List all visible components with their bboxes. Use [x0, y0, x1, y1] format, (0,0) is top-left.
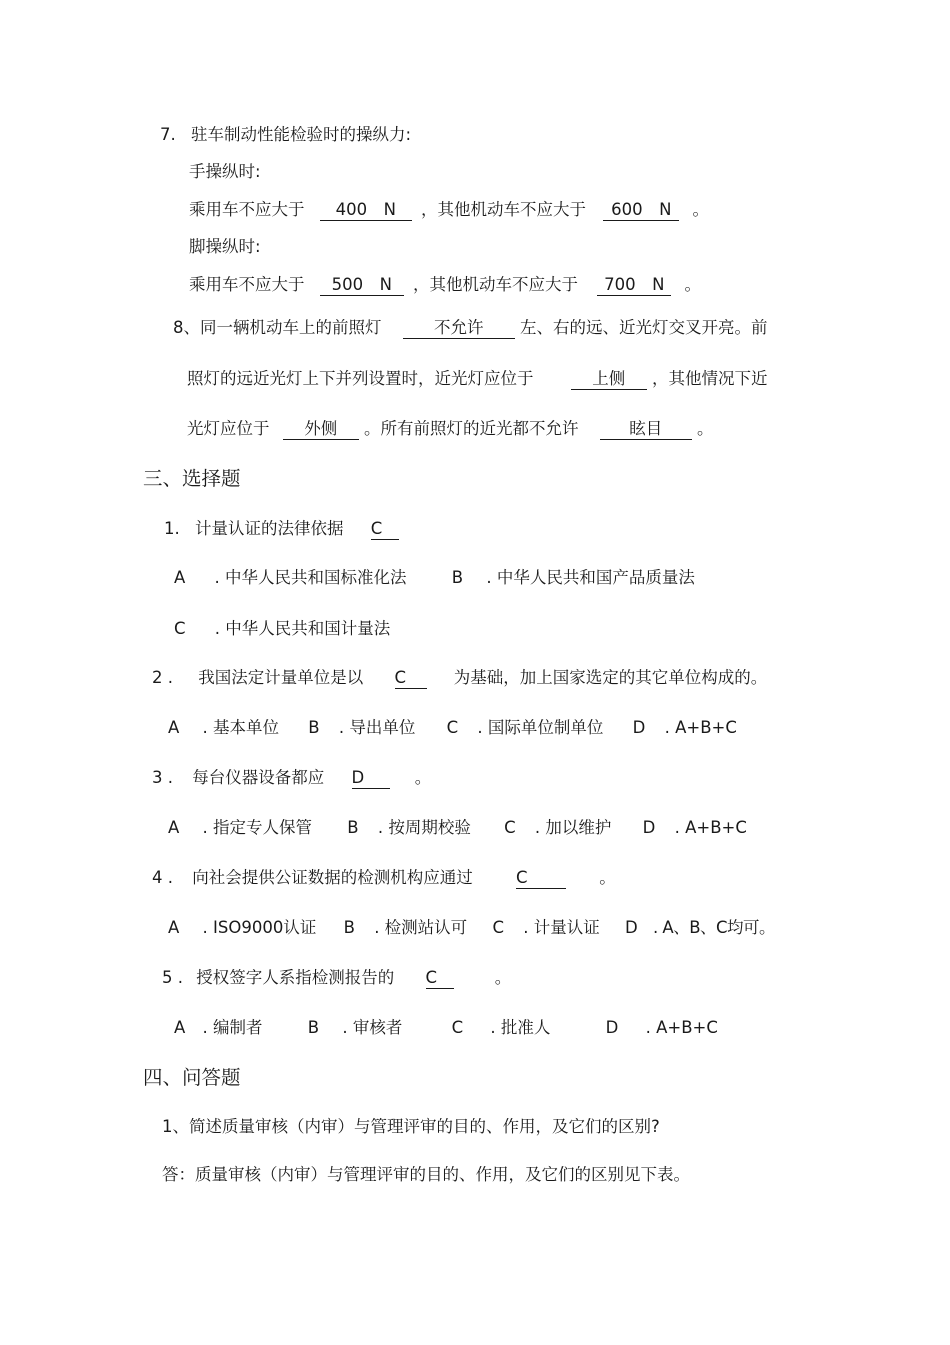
choice-q4-option-d-letter: D: [624, 918, 638, 937]
choice-q4-option-c-letter: C: [492, 918, 504, 937]
choice-q2-answer: C: [395, 668, 427, 689]
choice-q3-text-end: 。: [414, 768, 432, 787]
q7-hand-line: [189, 199, 709, 221]
choice-q5-option-b: . 审核者: [342, 1018, 403, 1037]
choice-q3-option-a: . 指定专人保管: [202, 818, 313, 837]
q8-post-1: 左、右的远、近光灯交叉开亮。前: [520, 318, 768, 337]
choice-q5-stem: [162, 967, 511, 989]
q8-answer-3: 外侧: [283, 419, 359, 440]
choice-q2-option-d-letter: D: [632, 718, 646, 737]
choice-section-heading: 三、选择题: [143, 467, 241, 490]
q7-foot-label: 脚操纵时:: [189, 237, 261, 256]
q8-answer-1: 不允许: [403, 318, 515, 339]
choice-q5-text-end: 。: [494, 968, 512, 987]
choice-q5-option-b-letter: B: [307, 1018, 320, 1037]
q7-foot-line: [189, 274, 701, 296]
choice-q5-option-a: . 编制者: [202, 1018, 263, 1037]
q7-title: [160, 124, 411, 146]
q7-foot-answer-2: 700 N: [597, 275, 671, 296]
choice-q4-options: [168, 917, 775, 939]
choice-q5-option-d: . A+B+C: [645, 1018, 718, 1037]
choice-q2-option-a: . 基本单位: [202, 718, 280, 737]
choice-q3-number: 3 .: [152, 768, 173, 787]
choice-q3-text: 每台仪器设备都应: [192, 768, 325, 787]
choice-q1-option-b-letter: B: [451, 568, 464, 587]
qa-answer-1: 答：质量审核（内审）与管理评审的目的、作用，及它们的区别见下表。: [162, 1165, 690, 1184]
choice-q2-options: [168, 717, 737, 739]
choice-q2-option-a-letter: A: [168, 718, 180, 737]
q7-foot-mid: ，其他机动车不应大于: [413, 275, 578, 294]
choice-q4-option-a: . ISO9000认证: [202, 918, 317, 937]
choice-q2-option-c-letter: C: [446, 718, 459, 737]
choice-q3-options: [168, 817, 747, 839]
q7-hand-pre: 乘用车不应大于: [189, 200, 305, 219]
choice-q2-option-b-letter: B: [308, 718, 320, 737]
q7-foot-end: 。: [684, 275, 701, 294]
q8-line-3: [187, 418, 714, 440]
q7-number: 7.: [160, 125, 176, 144]
choice-q1-option-a-letter: A: [174, 568, 186, 587]
choice-q5-option-a-letter: A: [174, 1018, 186, 1037]
choice-q1-option-a: . 中华人民共和国标准化法: [214, 568, 407, 587]
q7-hand-label: 手操纵时:: [189, 162, 261, 181]
q8-end-3: 。: [697, 419, 714, 438]
choice-q5-options: [174, 1017, 718, 1039]
q8-mid-3: 。所有前照灯的近光都不允许: [364, 419, 579, 438]
choice-q5-option-c: . 批准人: [490, 1018, 551, 1037]
q7-foot-pre: 乘用车不应大于: [189, 275, 305, 294]
q8-post-2: ，其他情况下近: [652, 369, 768, 388]
choice-q2-number: 2 .: [152, 668, 173, 687]
choice-q2-option-b: . 导出单位: [338, 718, 416, 737]
q8-line-2: [187, 368, 768, 390]
choice-q4-option-c: . 计量认证: [523, 918, 600, 937]
choice-q1-stem: [164, 518, 399, 540]
q8-line-1: [173, 317, 768, 339]
choice-q5-number: 5 .: [162, 968, 183, 987]
q8-pre-3: 光灯应位于: [187, 419, 270, 438]
choice-q1-number: 1.: [164, 519, 180, 538]
q7-hand-end: 。: [692, 200, 709, 219]
choice-q3-answer: D: [352, 768, 390, 789]
q8-pre-2: 照灯的远近光灯上下并列设置时，近光灯应位于: [187, 369, 534, 388]
choice-q3-option-d-letter: D: [642, 818, 656, 837]
choice-q3-option-c-letter: C: [504, 818, 516, 837]
choice-q3-option-b-letter: B: [347, 818, 359, 837]
q8-answer-4: 眩目: [600, 419, 692, 440]
qa-section-heading: 四、问答题: [143, 1066, 241, 1089]
qa-question-1: 1、简述质量审核（内审）与管理评审的目的、作用，及它们的区别?: [162, 1117, 660, 1136]
choice-q1-option-c-letter: C: [174, 619, 186, 638]
q8-pre-1: 8、同一辆机动车上的前照灯: [173, 318, 382, 337]
choice-q4-text: 向社会提供公证数据的检测机构应通过: [192, 868, 473, 887]
choice-q2-text-end: 为基础，加上国家选定的其它单位构成的。: [453, 668, 768, 687]
choice-q1-option-c: . 中华人民共和国计量法: [214, 619, 391, 638]
choice-q4-option-d: . A、B、C均可。: [652, 918, 776, 937]
choice-q3-option-d: . A+B+C: [674, 818, 747, 837]
choice-q3-option-a-letter: A: [168, 818, 180, 837]
choice-q2-option-c: . 国际单位制单位: [477, 718, 604, 737]
choice-q4-option-b-letter: B: [343, 918, 355, 937]
choice-q1-options-ab: [174, 567, 695, 589]
choice-q1-text: 计量认证的法律依据: [195, 519, 344, 538]
choice-q3-option-b: . 按周期校验: [377, 818, 471, 837]
q8-answer-2: 上侧: [571, 369, 647, 390]
choice-q1-option-c-line: [174, 618, 390, 640]
q7-foot-answer-1: 500 N: [320, 275, 404, 296]
choice-q5-answer: C: [426, 968, 454, 989]
choice-q2-text: 我国法定计量单位是以: [198, 668, 364, 687]
choice-q1-option-b: . 中华人民共和国产品质量法: [486, 568, 695, 587]
choice-q5-option-c-letter: C: [451, 1018, 464, 1037]
q7-hand-answer-2: 600 N: [603, 200, 679, 221]
choice-q4-number: 4 .: [152, 868, 173, 887]
q7-text: 驻车制动性能检验时的操纵力:: [191, 125, 412, 144]
q7-hand-mid: ，其他机动车不应大于: [421, 200, 586, 219]
q7-hand-answer-1: 400 N: [320, 200, 412, 221]
choice-q2-option-d: . A+B+C: [664, 718, 737, 737]
choice-q4-text-end: 。: [599, 868, 616, 887]
choice-q5-text: 授权签字人系指检测报告的: [196, 968, 395, 987]
choice-q4-option-b: . 检测站认可: [374, 918, 468, 937]
choice-q2-stem: [152, 667, 767, 689]
choice-q4-option-a-letter: A: [168, 918, 180, 937]
choice-q4-answer: C: [516, 868, 566, 889]
choice-q3-stem: [152, 767, 431, 789]
choice-q5-option-d-letter: D: [605, 1018, 619, 1037]
choice-q4-stem: [152, 867, 616, 889]
choice-q1-answer: C: [371, 519, 399, 540]
choice-q3-option-c: . 加以维护: [534, 818, 612, 837]
